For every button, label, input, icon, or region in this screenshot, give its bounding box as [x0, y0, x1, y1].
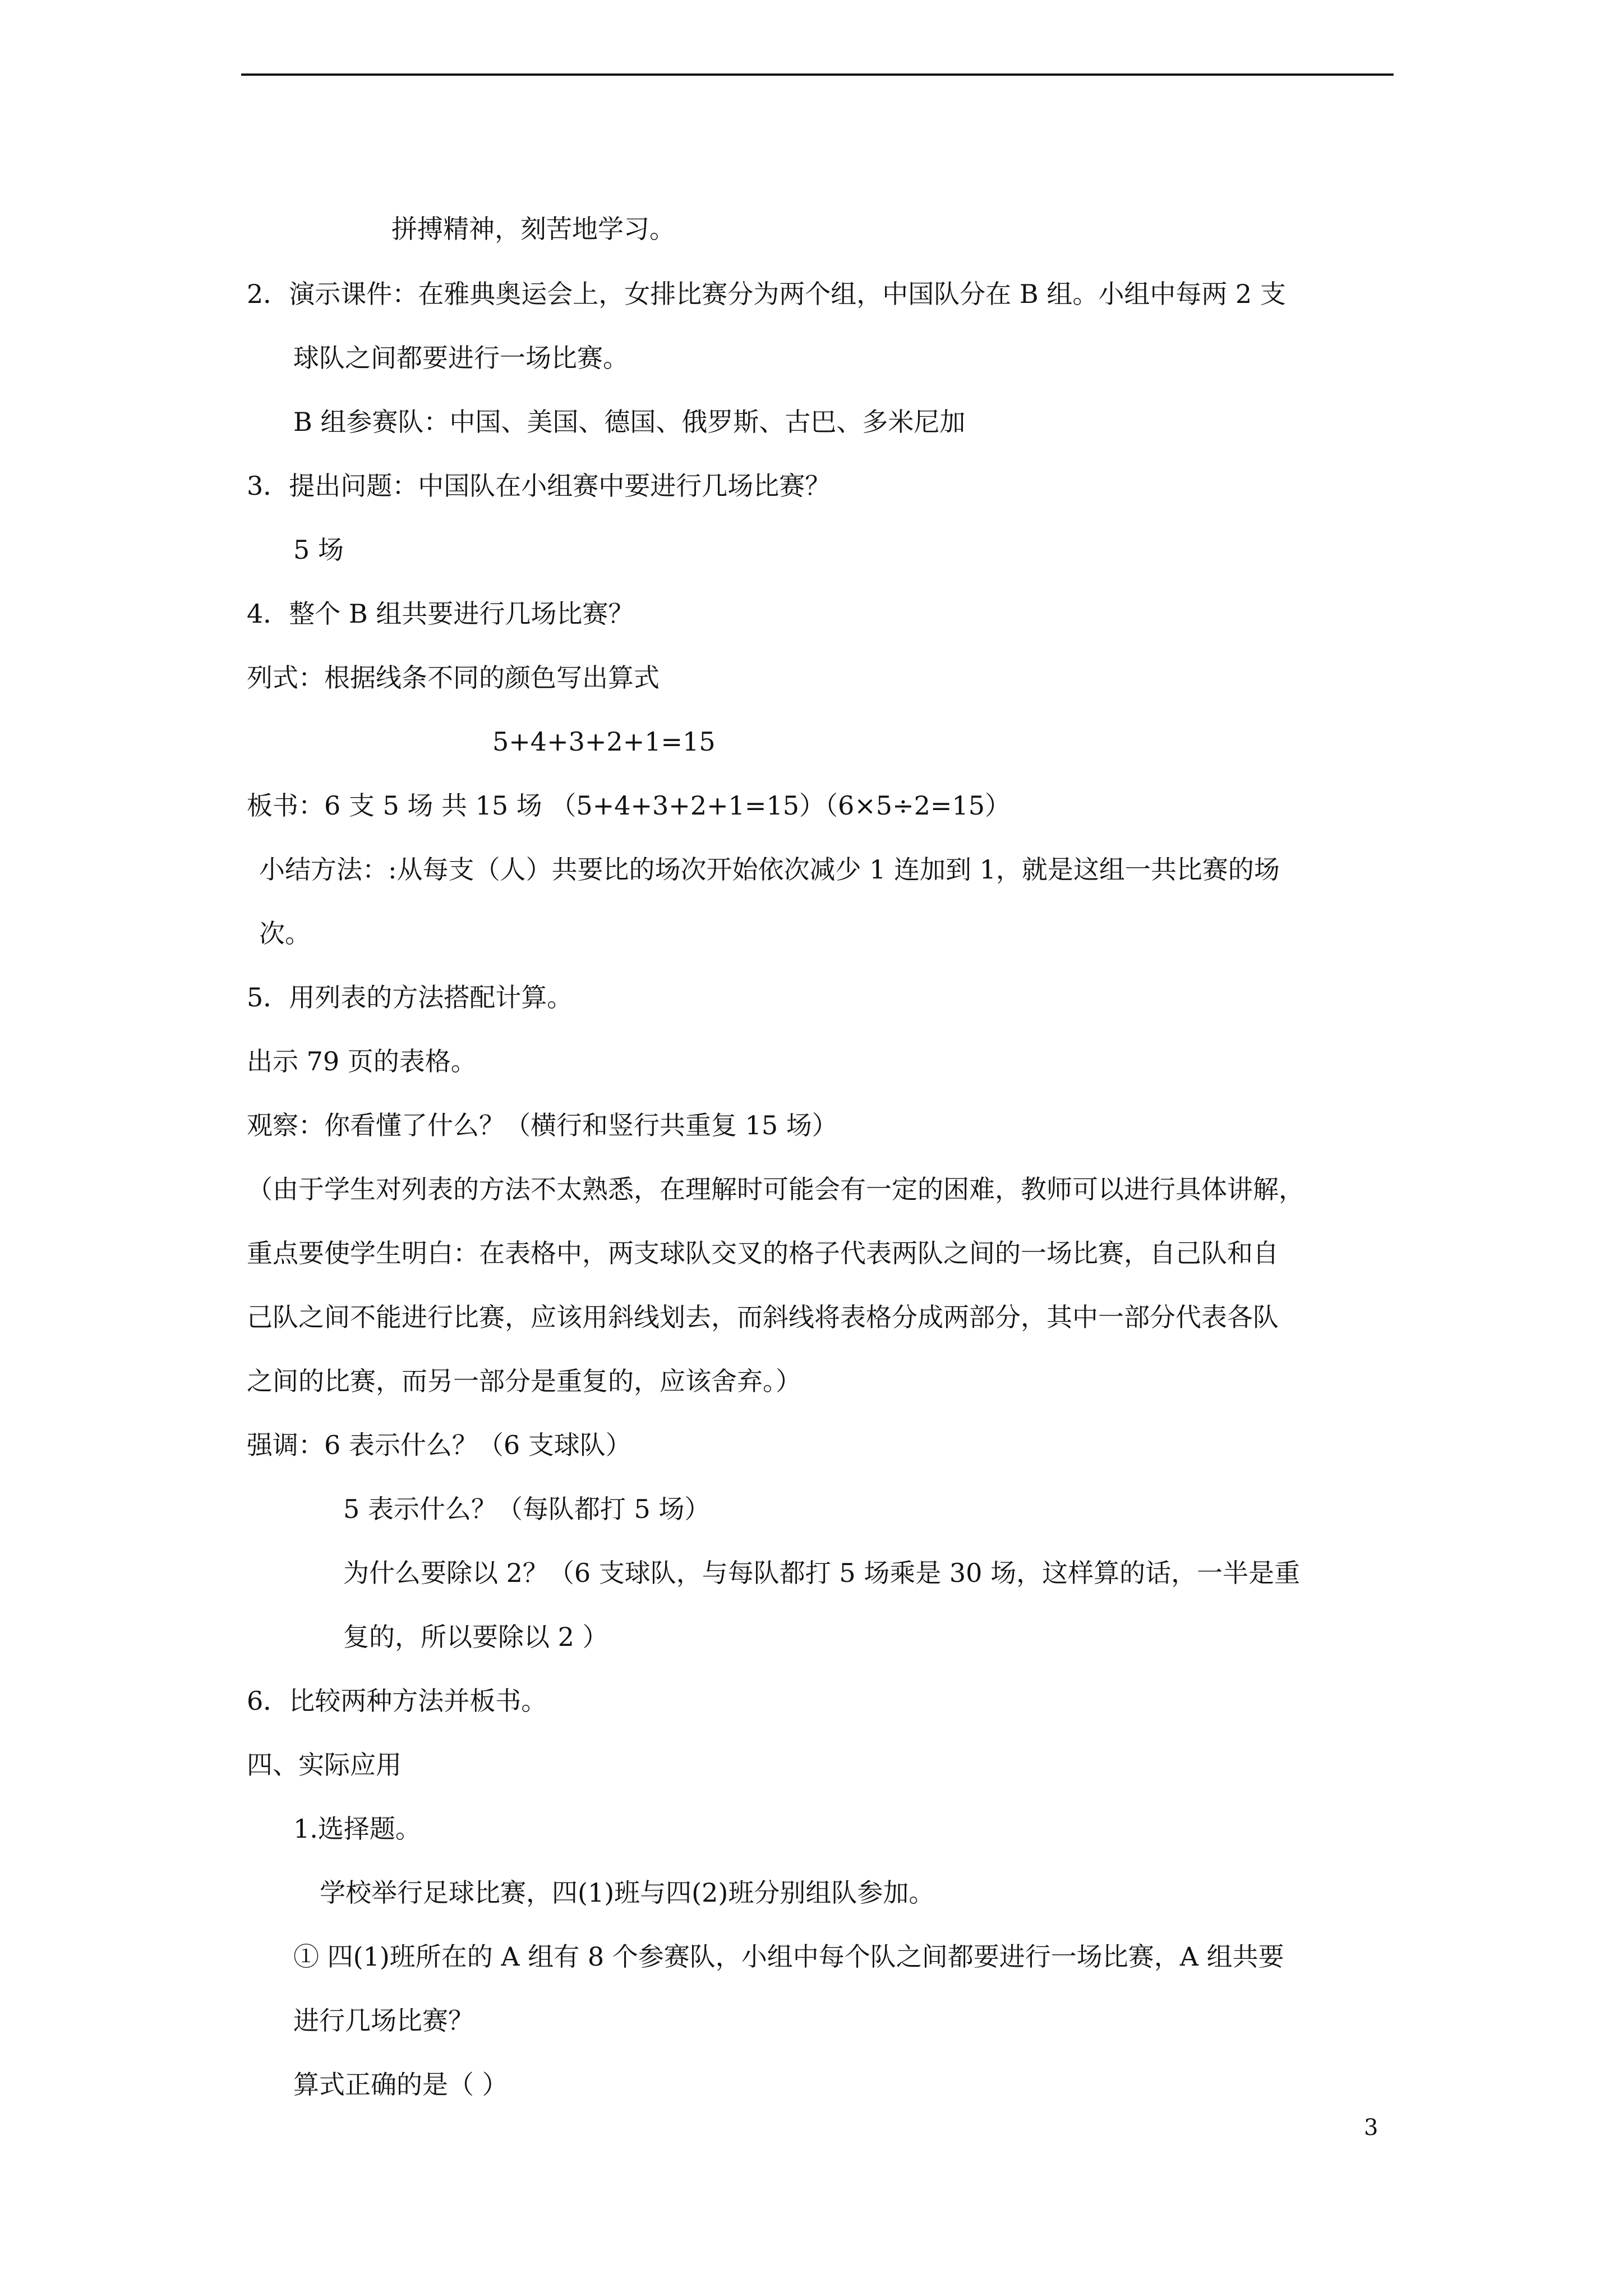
text-line: 次。 [259, 918, 311, 949]
text-line: 之间的比赛，而另一部分是重复的，应该舍弃。） [247, 1366, 801, 1396]
text-line: 2．演示课件：在雅典奥运会上，女排比赛分为两个组，中国队分在 B 组。小组中每两 2 支 [247, 279, 1286, 309]
text-line: 拼搏精神，刻苦地学习。 [391, 214, 675, 244]
text-line: 5 表示什么？（每队都打 5 场） [343, 1494, 711, 1524]
page-number: 3 [1364, 2115, 1378, 2141]
text-line: 观察：你看懂了什么？（横行和竖行共重复 15 场） [247, 1110, 838, 1140]
text-line: 强调：6 表示什么？（6 支球队） [247, 1430, 631, 1460]
text-line: 5 场 [293, 535, 344, 565]
text-line: 4．整个 B 组共要进行几场比赛？ [247, 599, 634, 629]
text-line: 出示 79 页的表格。 [247, 1046, 477, 1076]
text-line: 重点要使学生明白：在表格中，两支球队交叉的格子代表两队之间的一场比赛，自己队和自 [247, 1238, 1279, 1268]
header-rule [241, 73, 1394, 76]
text-line: 四、实际应用 [247, 1750, 402, 1780]
text-line: 小结方法：:从每支（人）共要比的场次开始依次减少 1 连加到 1，就是这组一共比赛的场 [259, 854, 1280, 885]
text-line: 算式正确的是（ ） [293, 2069, 508, 2100]
text-line: ① 四(1)班所在的 A 组有 8 个参赛队，小组中每个队之间都要进行一场比赛，A 组共要 [293, 1941, 1284, 1972]
text-line: 5．用列表的方法搭配计算。 [247, 982, 573, 1013]
text-line: 列式：根据线条不同的颜色写出算式 [247, 662, 660, 693]
text-line: 5+4+3+2+1=15 [492, 726, 716, 757]
text-line: （由于学生对列表的方法不太熟悉，在理解时可能会有一定的困难，教师可以进行具体讲解， [247, 1174, 1304, 1204]
text-line: B 组参赛队：中国、美国、德国、俄罗斯、古巴、多米尼加 [293, 407, 966, 437]
text-line: 进行几场比赛？ [293, 2005, 474, 2036]
text-line: 为什么要除以 2？（6 支球队，与每队都打 5 场乘是 30 场，这样算的话，一半是重 [343, 1558, 1301, 1588]
text-line: 复的，所以要除以 2 ） [343, 1622, 608, 1652]
text-line: 1.选择题。 [293, 1814, 421, 1844]
text-line: 球队之间都要进行一场比赛。 [293, 343, 629, 373]
text-line: 3．提出问题：中国队在小组赛中要进行几场比赛？ [247, 471, 831, 501]
text-line: 6．比较两种方法并板书。 [247, 1686, 547, 1716]
text-line: 板书：6 支 5 场 共 15 场 （5+4+3+2+1=15）（6×5÷2=15） [247, 790, 1011, 821]
text-line: 学校举行足球比赛，四(1)班与四(2)班分别组队参加。 [320, 1878, 935, 1908]
text-line: 己队之间不能进行比赛，应该用斜线划去，而斜线将表格分成两部分，其中一部分代表各队 [247, 1302, 1279, 1332]
